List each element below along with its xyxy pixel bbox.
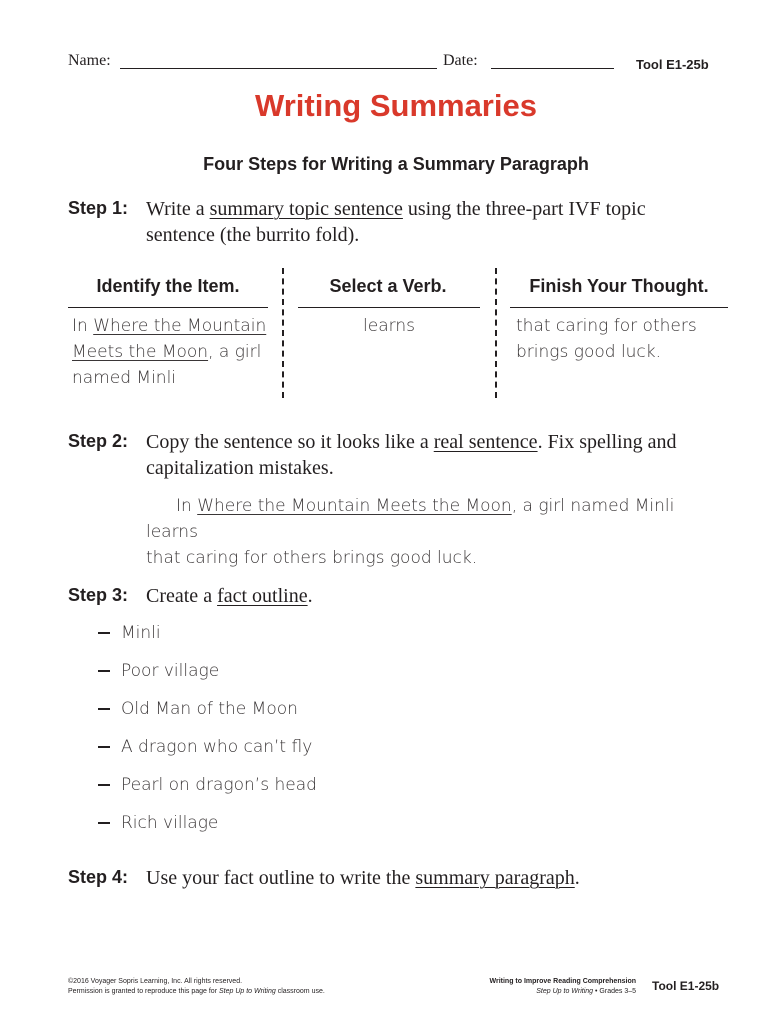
copyright-notice bbox=[68, 977, 428, 997]
fact-text: Pearl on dragon’s head bbox=[121, 775, 317, 795]
step1-instruction bbox=[146, 196, 646, 248]
permission-text: classroom use. bbox=[275, 988, 325, 995]
step2-answer bbox=[146, 493, 726, 571]
copyright-text: ©2016 Voyager Sopris Learning, Inc. All rights reserved. bbox=[68, 978, 243, 985]
step3-key-term: fact outline bbox=[217, 585, 308, 607]
column-heading-finish: Finish Your Thought. bbox=[529, 276, 709, 296]
step4-text: Use your fact outline to write the bbox=[146, 867, 416, 889]
cell-text: , a girl bbox=[208, 342, 262, 362]
step1-text: Write a bbox=[146, 198, 210, 220]
book-title: Meets the Moon bbox=[72, 342, 209, 362]
column-rule-identify bbox=[68, 307, 268, 308]
step3-text-end: . bbox=[307, 585, 313, 607]
date-label: Date: bbox=[443, 52, 478, 69]
dash-icon bbox=[98, 632, 110, 634]
tool-id: Tool E1-25b bbox=[636, 57, 709, 72]
dash-icon bbox=[98, 822, 110, 824]
column-rule-finish bbox=[510, 307, 728, 308]
column-divider bbox=[495, 268, 497, 398]
step1-key-term: summary topic sentence bbox=[209, 198, 403, 220]
dash-icon bbox=[98, 670, 110, 672]
fact-text: A dragon who can’t fly bbox=[121, 737, 313, 757]
step4-instruction bbox=[146, 865, 580, 891]
answer-text: In bbox=[176, 496, 198, 516]
step2-label: Step 2: bbox=[68, 431, 129, 451]
book-title-credit: Writing to Improve Reading Comprehension bbox=[489, 978, 636, 985]
dash-icon bbox=[98, 746, 110, 748]
fact-outline-item bbox=[98, 775, 317, 795]
step2-instruction bbox=[146, 429, 676, 481]
fact-outline-item bbox=[98, 737, 312, 757]
dash-icon bbox=[98, 708, 110, 710]
fact-outline-item bbox=[98, 699, 298, 719]
step1-label: Step 1: bbox=[68, 198, 129, 218]
column-divider bbox=[282, 268, 284, 398]
verb-cell: learns bbox=[363, 316, 415, 336]
name-label: Name: bbox=[68, 52, 111, 69]
column-heading-identify: Identify the Item. bbox=[96, 276, 240, 296]
fact-text: Rich village bbox=[121, 813, 219, 833]
name-field[interactable] bbox=[120, 68, 437, 69]
step2-key-term: real sentence bbox=[433, 431, 538, 453]
book-credit bbox=[440, 977, 636, 997]
step4-key-term: summary paragraph bbox=[415, 867, 575, 889]
step2-text: Copy the sentence so it looks like a bbox=[146, 431, 434, 453]
cell-text: named Minli bbox=[72, 368, 177, 388]
column-rule-verb bbox=[298, 307, 480, 308]
page-title: Writing Summaries bbox=[255, 88, 537, 123]
footer-tool-id: Tool E1-25b bbox=[652, 979, 720, 993]
step3-instruction bbox=[146, 583, 313, 609]
fact-text: Poor village bbox=[121, 661, 220, 681]
step2-text-line2: capitalization mistakes. bbox=[146, 457, 334, 479]
book-title: Where the Mountain Meets the Moon bbox=[197, 496, 512, 516]
answer-text: that caring for others brings good luck. bbox=[146, 548, 478, 568]
grades-text: • Grades 3–5 bbox=[593, 988, 636, 995]
dash-icon bbox=[98, 784, 110, 786]
step3-label: Step 3: bbox=[68, 585, 129, 605]
date-field[interactable] bbox=[491, 68, 614, 69]
step4-text-end: . bbox=[574, 867, 580, 889]
identify-cell bbox=[72, 313, 277, 391]
book-title: Where the Mountain bbox=[93, 316, 267, 336]
fact-text: Minli bbox=[121, 623, 161, 643]
cell-text: brings good luck. bbox=[516, 342, 662, 362]
step2-text-end: . Fix spelling and bbox=[537, 431, 677, 453]
finish-cell bbox=[516, 313, 731, 365]
fact-outline-item bbox=[98, 623, 161, 643]
column-heading-verb: Select a Verb. bbox=[329, 276, 447, 296]
answer-text: , a girl named Minli learns bbox=[146, 496, 675, 542]
step1-text-line2: sentence (the burrito fold). bbox=[146, 224, 360, 246]
series-title: Step Up to Writing bbox=[218, 988, 276, 995]
step4-label: Step 4: bbox=[68, 867, 129, 887]
permission-text: Permission is granted to reproduce this page for bbox=[68, 988, 219, 995]
fact-outline-item bbox=[98, 813, 218, 833]
cell-text: In bbox=[72, 316, 94, 336]
page-subtitle: Four Steps for Writing a Summary Paragraph bbox=[203, 154, 589, 174]
fact-outline-item bbox=[98, 661, 219, 681]
step1-text-end: using the three-part IVF topic bbox=[402, 198, 646, 220]
cell-text: that caring for others bbox=[516, 316, 697, 336]
fact-text: Old Man of the Moon bbox=[121, 699, 298, 719]
series-title: Step Up to Writing bbox=[536, 988, 594, 995]
step3-text: Create a bbox=[146, 585, 218, 607]
